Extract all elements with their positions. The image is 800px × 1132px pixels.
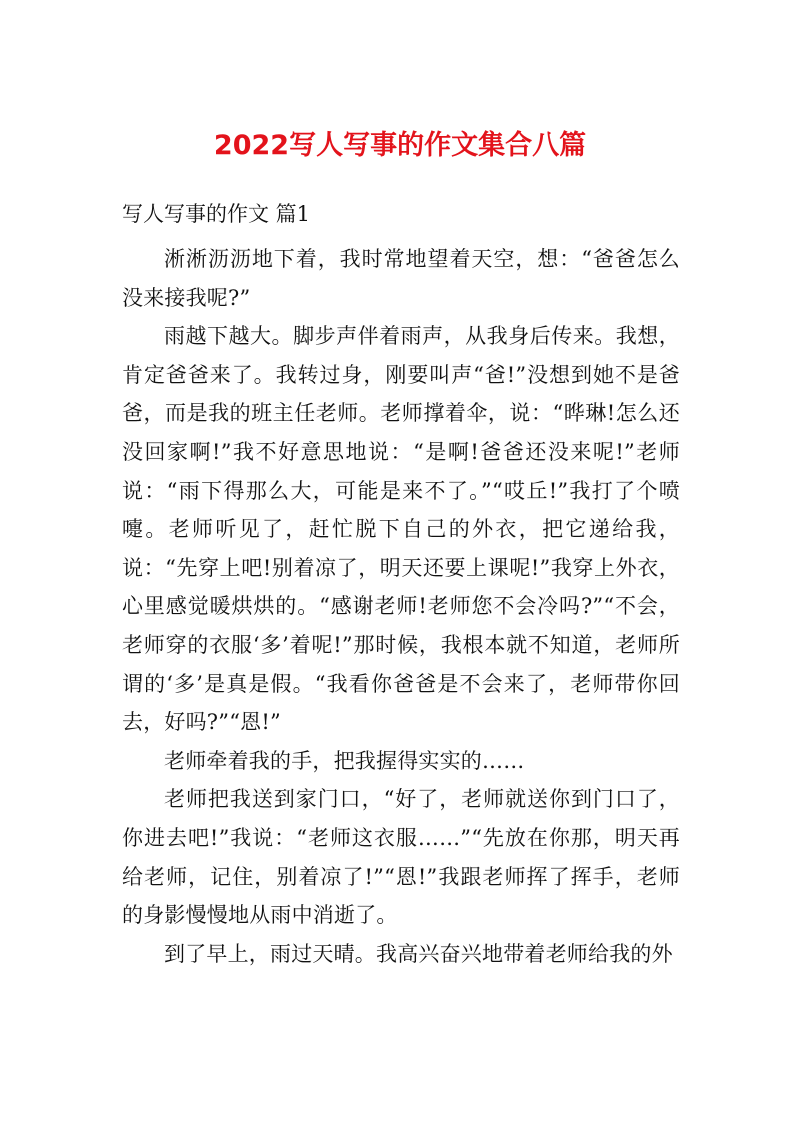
- paragraph-5: 到了早上，雨过天晴。我高兴奋兴地带着老师给我的外: [164, 941, 673, 966]
- document-title: 2022写人写事的作文集合八篇: [213, 130, 587, 161]
- paragraph-2: 雨越下越大。脚步声伴着雨声，从我身后传来。我想，肯定爸爸来了。我转过身，刚要叫声“爸!”没想到她不是爸爸，而是我的班主任老师。老师撑着伞，说：“晔琳!怎么还没回家啊!”我不好意思地说：“是啊!爸爸还没来呢!”老师说：“雨下得那么大，可能是来不了。”“哎丘!”我打了个喷嚏。老师听见了，赶忙脱下自己的外衣，把它递给我，说：“先穿上吧!别着凉了，明天还要上课呢!”我穿上外衣，心里感觉暖烘烘的。“感谢老师!老师您不会冷吗?”“不会，老师穿的衣服‘多’着呢!”那时候，我根本就不知道，老师所谓的‘多’是真是假。“我看你爸爸是不会来了，老师带你回去，好吗?”“恩!”: [122, 324, 680, 735]
- section-heading: 写人写事的作文 篇1: [122, 202, 311, 226]
- article-body: [122, 240, 680, 973]
- paragraph-1: 淅淅沥沥地下着，我时常地望着天空，想：“爸爸怎么没来接我呢?”: [122, 247, 680, 310]
- paragraph-4: 老师把我送到家门口，“好了，老师就送你到门口了，你进去吧!”我说：“老师这衣服……”“先放在你那，明天再给老师，记住，别着凉了!”“恩!”我跟老师挥了挥手，老师的身影慢慢地从雨中消逝了。: [122, 787, 680, 928]
- paragraph-3: 老师牵着我的手，把我握得实实的……: [164, 748, 525, 773]
